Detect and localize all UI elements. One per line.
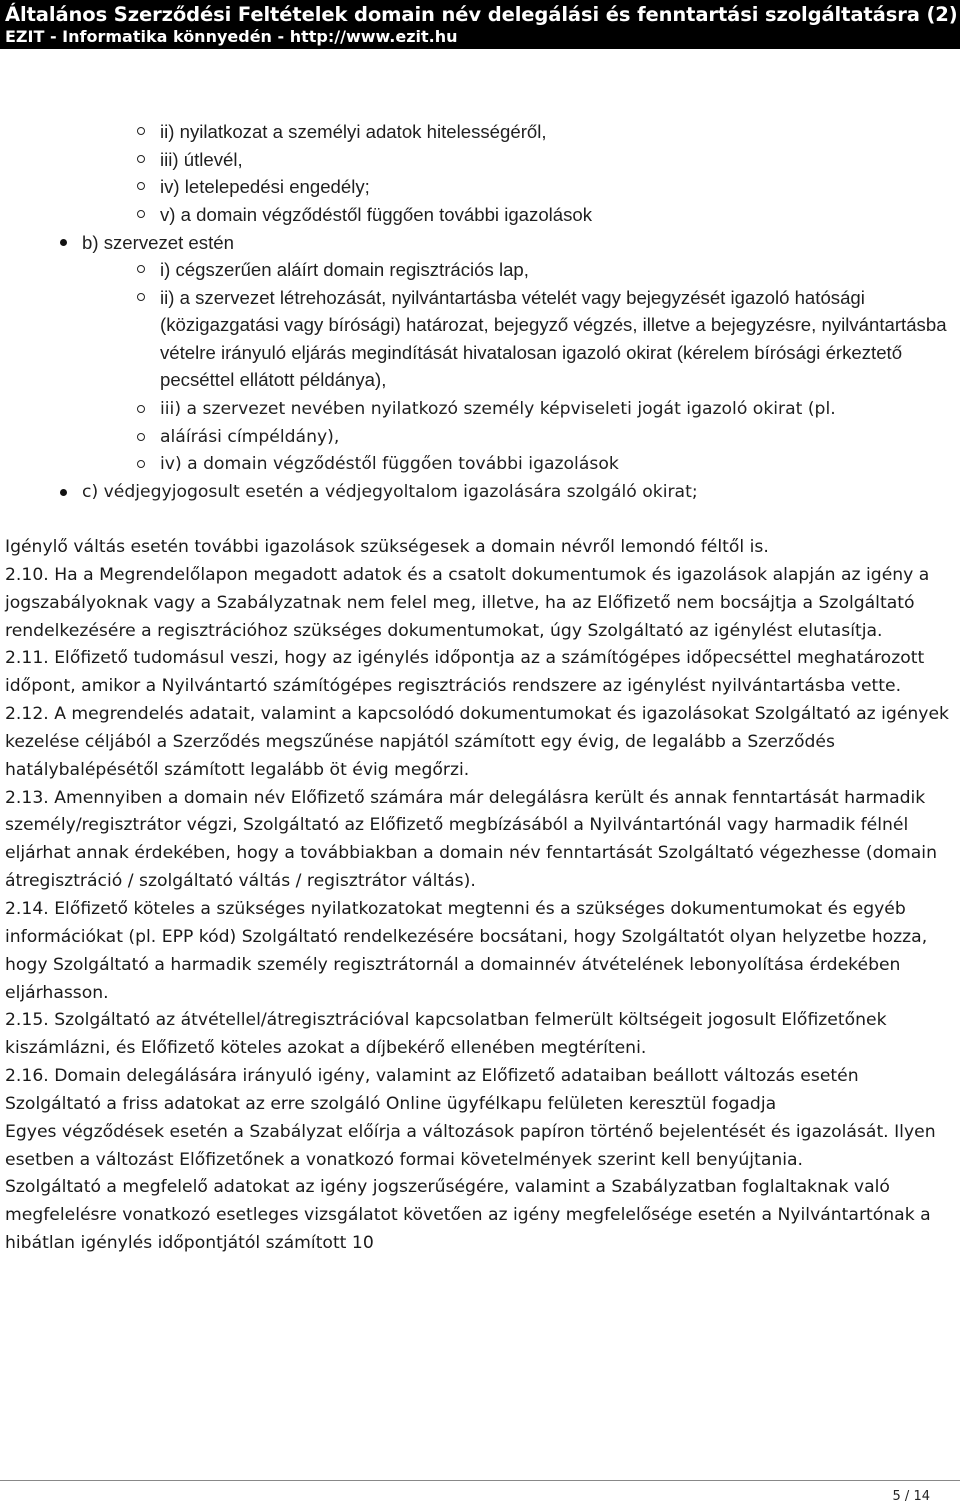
site-url: EZIT - Informatika könnyedén - http://www.ezit.hu: [5, 27, 458, 46]
document-title: Általános Szerződési Feltételek domain név delegálási és fenntartási szolgáltatásra (2): [5, 3, 958, 26]
list-item-c: c) védjegyjogosult esetén a védjegyoltalom igazolására szolgáló okirat;: [82, 479, 952, 507]
document-header: [0, 0, 960, 49]
document-body: [5, 534, 955, 1258]
paragraph: 2.12. A megrendelés adatait, valamint a kapcsolódó dokumentumokat és igazolásokat Szolgáltató az igények kezelése céljából a Szerződés megszűnése napjától számított egy évig, de legalább a Szerződés hatálybalépésétől számított legalább öt évig megőrzi.: [5, 704, 949, 780]
list-item: iv) letelepedési engedély;: [160, 173, 950, 201]
paragraph: 2.10. Ha a Megrendelőlapon megadott adatok és a csatolt dokumentumok és igazolások alapján az igény a jogszabályoknak vagy a Szabályzatnak nem felel meg, illetve, ha az Előfizető nem bocsájtja a Szolgáltató rendelkezésére a regisztrációhoz szükséges dokumentumokat, úgy Szolgáltató az igénylést elutasítja.: [5, 564, 930, 641]
footer-divider: [0, 1480, 960, 1481]
paragraph: 2.14. Előfizető köteles a szükséges nyilatkozatokat megtenni és a szükséges dokumentumokat és egyéb információkat (pl. EPP kód) Szolgáltató rendelkezésére bocsátani, hogy Szolgáltatót olyan helyzetbe hozza, hogy Szolgáltató a harmadik személy regisztrátornál a domainnév átvételének lebonyolítása érdekében eljárhasson.: [5, 898, 928, 1003]
paragraph: 2.13. Amennyiben a domain név Előfizető számára már delegálásra került és annak fenntartását harmadik személy/regisztrátor végzi, Szolgáltató az Előfizető megbízásából a Nyilvántartónál vagy harmadik félnél eljárhat annak érdekében, hogy a továbbiakban a domain név fenntartását Szolgáltató végezhesse (domain átregisztráció / szolgáltató váltás / regisztrátor váltás).: [5, 787, 937, 892]
list-item: iii) útlevél,: [160, 146, 950, 174]
list-item-b: b) szervezet estén: [82, 229, 952, 257]
page-number: 5 / 14: [892, 1489, 930, 1504]
list-item: ii) nyilatkozat a személyi adatok hitelességéről,: [160, 118, 950, 146]
paragraph: Igénylő váltás esetén további igazolások szükségesek a domain névről lemondó féltől is.: [5, 537, 769, 557]
list-item: i) cégszerűen aláírt domain regisztrációs lap,: [160, 256, 950, 284]
paragraph: 2.11. Előfizető tudomásul veszi, hogy az igénylés időpontja az a számítógépes időpecséttel meghatározott időpont, amikor a Nyilvántartó számítógépes regisztrációs rendszere az igénylést nyilvántartásba vette.: [5, 648, 925, 697]
list-item: ii) a szervezet létrehozását, nyilvántartásba vételét vagy bejegyzését igazoló hatósági (közigazgatási vagy bírósági) határozat, bejegyző végzés, illetve a bejegyzésre, nyilvántartásba vételre irányuló eljárás megindítását hivatalosan igazoló okirat (kérelem bírósági érkeztető pecséttel ellátott példánya),: [160, 284, 950, 394]
paragraph: 2.16. Domain delegálására irányuló igény, valamint az Előfizető adataiban beállott változás esetén Szolgáltató a friss adatokat az erre szolgáló Online ügyfélkapu felületen keresztül fogadja: [5, 1066, 859, 1114]
paragraph: Egyes végződések esetén a Szabályzat előírja a változások papíron történő bejelentését és igazolását. Ilyen esetben a változást Előfizetőnek a vonatkozó formai követelmények szerint kell benyújtania.: [5, 1121, 936, 1170]
list-item: iii) a szervezet nevében nyilatkozó személy képviseleti jogát igazoló okirat (pl.: [160, 396, 950, 424]
paragraph: 2.15. Szolgáltató az átvétellel/átregisztrációval kapcsolatban felmerült költségeit jogosult Előfizetőnek kiszámlázni, és Előfizető köteles azokat a díjbekérő ellenében megtéríteni.: [5, 1010, 887, 1059]
list-item: v) a domain végződéstől függően további igazolások: [160, 201, 950, 229]
list-item-continued: aláírási címpéldány),: [160, 424, 950, 452]
paragraph: Szolgáltató a megfelelő adatokat az igény jogszerűségére, valamint a Szabályzatban foglaltaknak való megfelelésre vonatkozó esetleges vizsgálatot követően az igény megfelelősége esetén a Nyilvántartónak a hibátlan igénylés időpontjától számított 10: [5, 1177, 931, 1254]
list-item: iv) a domain végződéstől függően további igazolások: [160, 451, 950, 479]
